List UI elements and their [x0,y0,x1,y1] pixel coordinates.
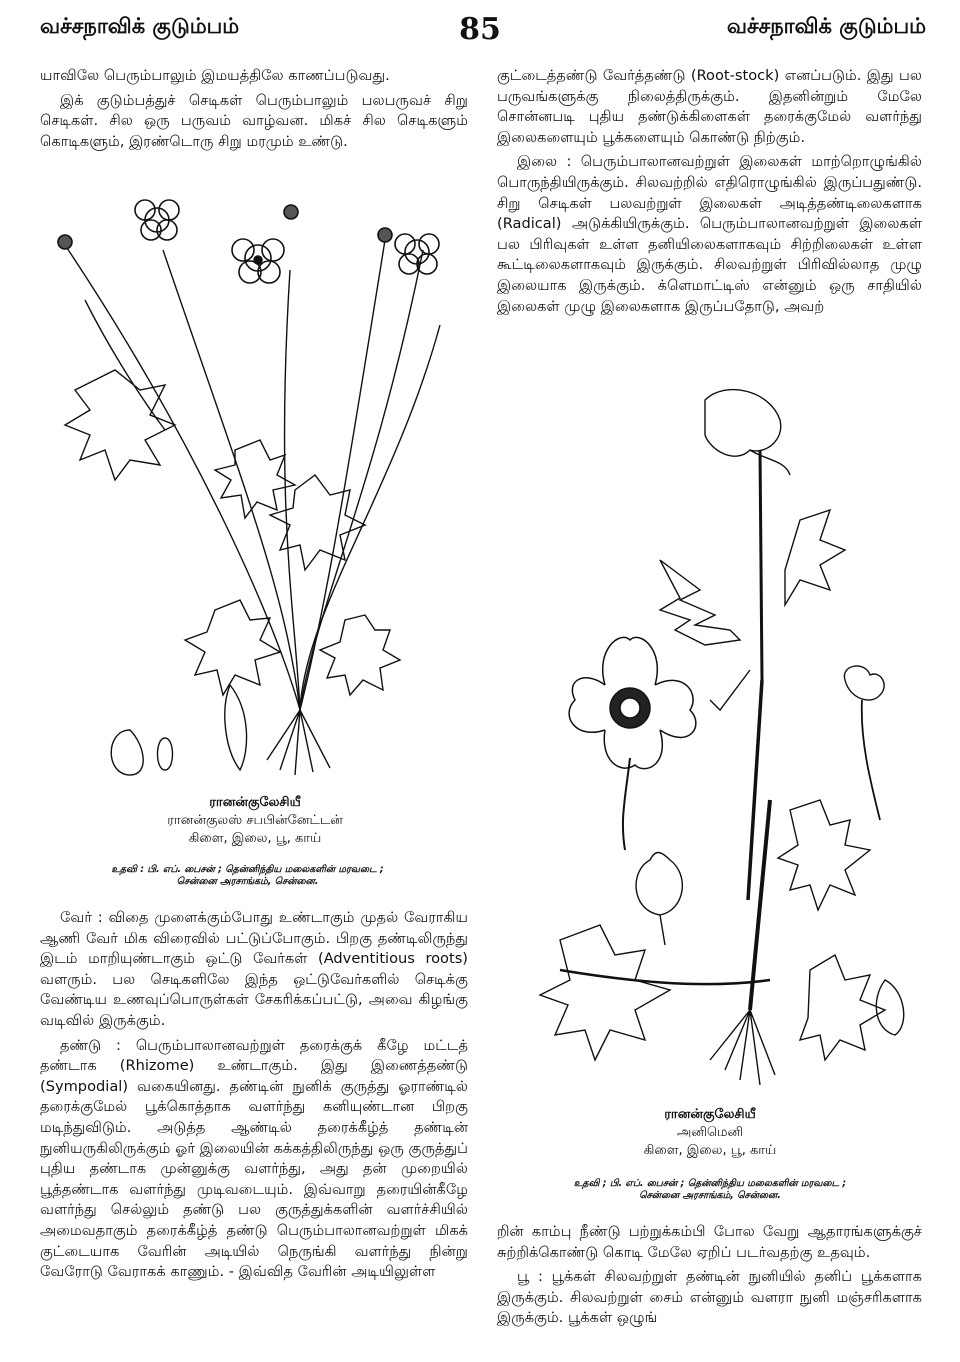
figure-anemone-illustration [500,380,920,1100]
figure-plant-name: அனிமெனி [676,1125,744,1140]
figure-title: ரானன்குலேசியீ [664,1107,756,1122]
credit-line: சென்னை அரசாங்கம், சென்னை. [639,1190,781,1201]
paragraph: வேர் : விதை முளைக்கும்போது உண்டாகும் முதல் வேராகிய ஆணி வேர் மிக விரைவில் பட்டுப்போகும். பிறகு தண்டிலிருந்து இடம் மாறியுண்டாகும் ஒட்டு வேர்கள் (Adventitious roots) வளரும். பல செடிகளிலே இந்த ஒட்டுவேர்களில் செடிக்கு வேண்டிய உணவுப்பொருள்கள் சேகரிக்கப்பட்டு, அவை கிழங்கு வடிவில் இருக்கும். [40,909,468,1029]
left-column-bottom-text [40,908,468,1287]
figure-parts: கிளை, இலை, பூ, காய் [188,831,322,846]
paragraph: இக் குடும்பத்துச் செடிகள் பெரும்பாலும் பலபருவச் சிறு செடிகள். சில ஒரு பருவம் வாழ்வன. மிகச் சில செடிகளும் கொடிகளும், இரண்டொரு சிறு மரமும் உண்டு. [40,91,468,150]
right-column-bottom-text [497,1222,922,1333]
left-column-top-text [40,66,468,156]
figure-right-caption [500,1106,920,1160]
figure-left-caption [45,794,465,848]
figure-parts: கிளை, இலை, பூ, காய் [643,1143,777,1158]
credit-line: உதவி : பி. எப். பைசன் ; தென்னிந்திய மலைகளின் மரவடை ; [111,864,384,875]
right-column-top-text [497,66,922,321]
figure-ranunculus-illustration [45,190,465,785]
credit-line: சென்னை அரசாங்கம், சென்னை. [176,876,319,887]
anemone-drawing [500,380,920,1100]
paragraph: பூ : பூக்கள் சிலவற்றுள் தண்டின் நுனியில் தனிப் பூக்களாக இருக்கும். சிலவற்றுள் சைம் என்னும் வளரா நுனி மஞ்சரிகளாக இருக்கும். பூக்கள் ஒழுங் [497,1268,922,1327]
page-number: 85 [459,12,501,47]
paragraph: றின் காம்பு நீண்டு பற்றுக்கம்பி போல வேறு ஆதாரங்களுக்குச் சுற்றிக்கொண்டு கொடி மேலே ஏறிப் படர்வதற்கு உதவும். [497,1223,922,1261]
figure-left-credit [25,864,470,888]
paragraph: யாவிலே பெரும்பாலும் இமயத்திலே காணப்படுவது. [40,67,390,84]
figure-right-credit [490,1178,930,1202]
figure-title: ரானன்குலேசியீ [209,795,301,810]
credit-line: உதவி ; பி. எப். பைசன் ; தென்னிந்திய மலைகளின் மரவடை ; [573,1178,847,1189]
ranunculus-drawing [45,190,465,785]
paragraph: தண்டு : பெரும்பாலானவற்றுள் தரைக்குக் கீழே மட்டத் தண்டாக (Rhizome) உண்டாகும். இது இணைத்தண்டு (Sympodial) வகையினது. தண்டின் நுனிக் குருத்து ஓராண்டில் தரைக்குமேல் பூக்கொத்தாக வளர்ந்து கனியுண்டான பிறகு மடிந்துவிடும். அடுத்த ஆண்டில் தரைக்கீழ்த் தண்டின் நுனியருகிலிருக்கும் ஓர் இலையின் கக்கத்திலிருந்து ஒரு குருத்துப் புதிய தண்டாக முன்னுக்கு வளர்ந்து, அது தன் முறையில் பூத்தண்டாக வளர்ந்து முடிவடையும். இவ்வாறு தரையின்கீழே வளர்ந்து செல்லும் தண்டு பல குருத்துக்களின் வளர்ச்சியில் அமைவதாகும் தரைக்கீழ்த் தண்டு பெரும்பாலானவற்றுள் மிகக் குட்டையாக வேரின் அடியில் நெருங்கி வளர்ந்து நின்று வேரோடு வேராகக் காணும். - இவ்வித வேரின் அடியிலுள்ள [40,1036,468,1281]
running-header-left: வச்சநாவிக் குடும்பம் [40,14,240,38]
figure-plant-name: ரானன்குலஸ் சபபின்னேட்டன் [167,813,343,828]
paragraph: இலை : பெரும்பாலானவற்றுள் இலைகள் மாற்றொழுங்கில் பொருந்தியிருக்கும். சிலவற்றில் எதிரொழுங்கில் இருப்பதுண்டு. சிறு செடிகள் பலவற்றுள் இலைகள் அடித்தண்டிலைகளாக (Radical) அடுக்கியிருக்கும். பெரும்பாலானவற்றுள் இலைகள் பல பிரிவுகள் உள்ள தனியிலைகளாகவும் சிற்றிலைகள் உள்ள கூட்டிலைகளாகவும் இருக்கும். சிலவற்றுள் பிரிவில்லாத முழு இலையாக இருக்கும். க்ளெமாட்டிஸ் என்னும் ஒரு சாதியில் இலைகள் முழு இலைகளாக இருப்பதோடு, அவற் [497,153,922,315]
running-header-right: வச்சநாவிக் குடும்பம் [726,14,926,38]
paragraph: குட்டைத்தண்டு வேர்த்தண்டு (Root-stock) எனப்படும். இது பல பருவங்களுக்கு நிலைத்திருக்கும். இதனின்றும் மேலே சொன்னபடி புதிய தண்டுக்கிளைகள் தரைக்குமேல் வளர்ந்து இலைகளையும் பூக்களையும் கொண்டு நிற்கும். [497,67,922,146]
